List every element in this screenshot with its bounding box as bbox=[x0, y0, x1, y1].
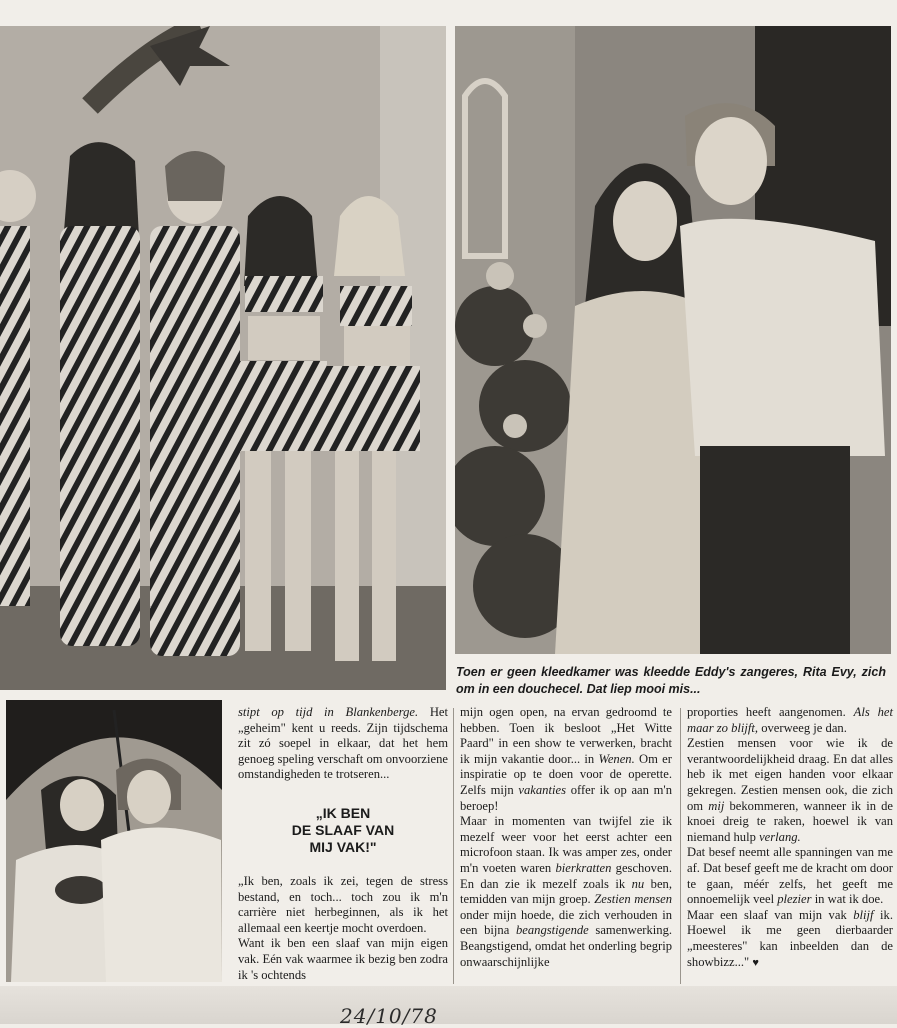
text-run: Maar een slaaf van mijn vak bbox=[687, 907, 847, 922]
text-run: geschoven. En dan zie ik mezelf zoals ik bbox=[460, 860, 672, 891]
dancers-photo bbox=[0, 26, 446, 690]
body-paragraph bbox=[460, 705, 672, 814]
text-run: Zestien mensen voor wie ik de verantwoordelijkheid draag. En dat alles heb ik met eigen handen voor elkaar gekregen. Zestien mensen ook, die zich om bbox=[687, 736, 893, 813]
text-run: Dat besef neemt alle spanningen van me af. Dat besef geeft me de kracht om door te gaan, méér zelfs, het geeft me onnoemelijk veel bbox=[687, 845, 893, 907]
section-heading bbox=[238, 805, 448, 856]
heading-line: MIJ VAK!" bbox=[309, 838, 377, 855]
emphasis: beangstigende bbox=[516, 923, 589, 938]
emphasis: plezier bbox=[777, 892, 812, 907]
text-run: samenwerking. Beangstigend, omdat het onderling begrip onwaarschijnlijke bbox=[460, 923, 673, 969]
text-run: onder mijn hoede, die zich verhouden in een bijna bbox=[460, 907, 672, 938]
body-paragraph: Want ik ben een slaaf van mijn eigen vak. Eén vak waarmee ik bezig ben zodra ik 's ochtends bbox=[238, 936, 448, 982]
emphasis: Als het maar zo blijft, bbox=[687, 705, 893, 735]
body-paragraph bbox=[687, 908, 893, 971]
heart-icon: ♥ bbox=[752, 956, 759, 969]
text-run: Maar in momenten van twijfel zie ik mezelf weer voor het eerst achter een microfoon staan. Ik was amper zes, onder m'n voeten waren bbox=[460, 814, 672, 875]
text-run: ben, temidden van mijn groep. bbox=[460, 876, 672, 907]
article-column-1 bbox=[238, 705, 448, 983]
heading-line: DE SLAAF VAN bbox=[291, 821, 395, 838]
couple-illustration bbox=[455, 26, 891, 654]
text-run: overweeg je dan. bbox=[761, 720, 847, 735]
place-name: Wenen. bbox=[598, 751, 635, 766]
handwritten-date: 24/10/78 bbox=[340, 1004, 438, 1028]
article-column-2 bbox=[460, 705, 672, 970]
article-column-3 bbox=[687, 705, 893, 971]
page-footer-strip bbox=[0, 986, 897, 1024]
body-paragraph: „Ik ben, zoals ik zei, tegen de stress bestand, en toch... toch zou ik m'n carrière niet herbeginnen, als ik het allemaal een keertje mocht overdoen. bbox=[238, 873, 448, 935]
body-paragraph bbox=[687, 705, 893, 736]
intro-paragraph bbox=[238, 705, 448, 783]
body-paragraph bbox=[460, 814, 672, 970]
heading-line: „IK BEN bbox=[315, 804, 371, 821]
text-run: Om er inspiratie op te doen voor de operette. Zelfs mijn bbox=[460, 751, 672, 797]
text-run: ik. Hoewel ik me geen dierbaarder „meesteres" kan inbeelden dan de showbizz..." bbox=[687, 907, 893, 969]
couple-photo bbox=[455, 26, 891, 654]
emphasis: mij bbox=[708, 798, 725, 813]
body-paragraph bbox=[687, 845, 893, 907]
photo-caption: Toen er geen kleedkamer was kleedde Eddy's zangeres, Rita Evy, zich om in een douchecel. Dat liep mooi mis... bbox=[456, 665, 886, 696]
column-rule bbox=[680, 708, 681, 984]
column-rule bbox=[453, 708, 454, 984]
emphasis: blijf bbox=[853, 907, 874, 922]
text-run: mijn ogen open, na ervan gedroomd te hebben. Toen ik besloot „Het Witte Paard" in een show te verwerken, bracht ik mijn vakantie door... in bbox=[460, 705, 672, 766]
intro-text-2: Het „geheim" kent u reeds. Zijn tijdschema zit zó soepel in elkaar, dat het hem genoeg speling verschaft om onvoorziene omstandigheden te trotseren... bbox=[238, 705, 449, 782]
umbrella-illustration bbox=[6, 700, 222, 982]
umbrella-photo bbox=[6, 700, 222, 982]
text-run: in wat ik doe. bbox=[814, 892, 884, 907]
emphasis: vakanties bbox=[518, 782, 566, 797]
emphasis: bierkratten bbox=[555, 860, 612, 875]
text-run: proporties heeft aangenomen. bbox=[687, 705, 846, 719]
emphasis: nu bbox=[631, 876, 645, 891]
body-paragraph bbox=[687, 736, 893, 845]
dancers-illustration bbox=[0, 26, 446, 690]
emphasis: verlang. bbox=[759, 829, 801, 844]
text-run: bekommeren, wanneer ik in de knoei dreig te raken, hoewel ik van niemand hulp bbox=[687, 798, 893, 844]
emphasis: Zestien mensen bbox=[594, 892, 673, 907]
intro-text: stipt op tijd in bbox=[238, 705, 334, 719]
place-name: Blankenberge. bbox=[345, 705, 419, 719]
text-run: offer ik op aan m'n beroep! bbox=[460, 782, 672, 813]
